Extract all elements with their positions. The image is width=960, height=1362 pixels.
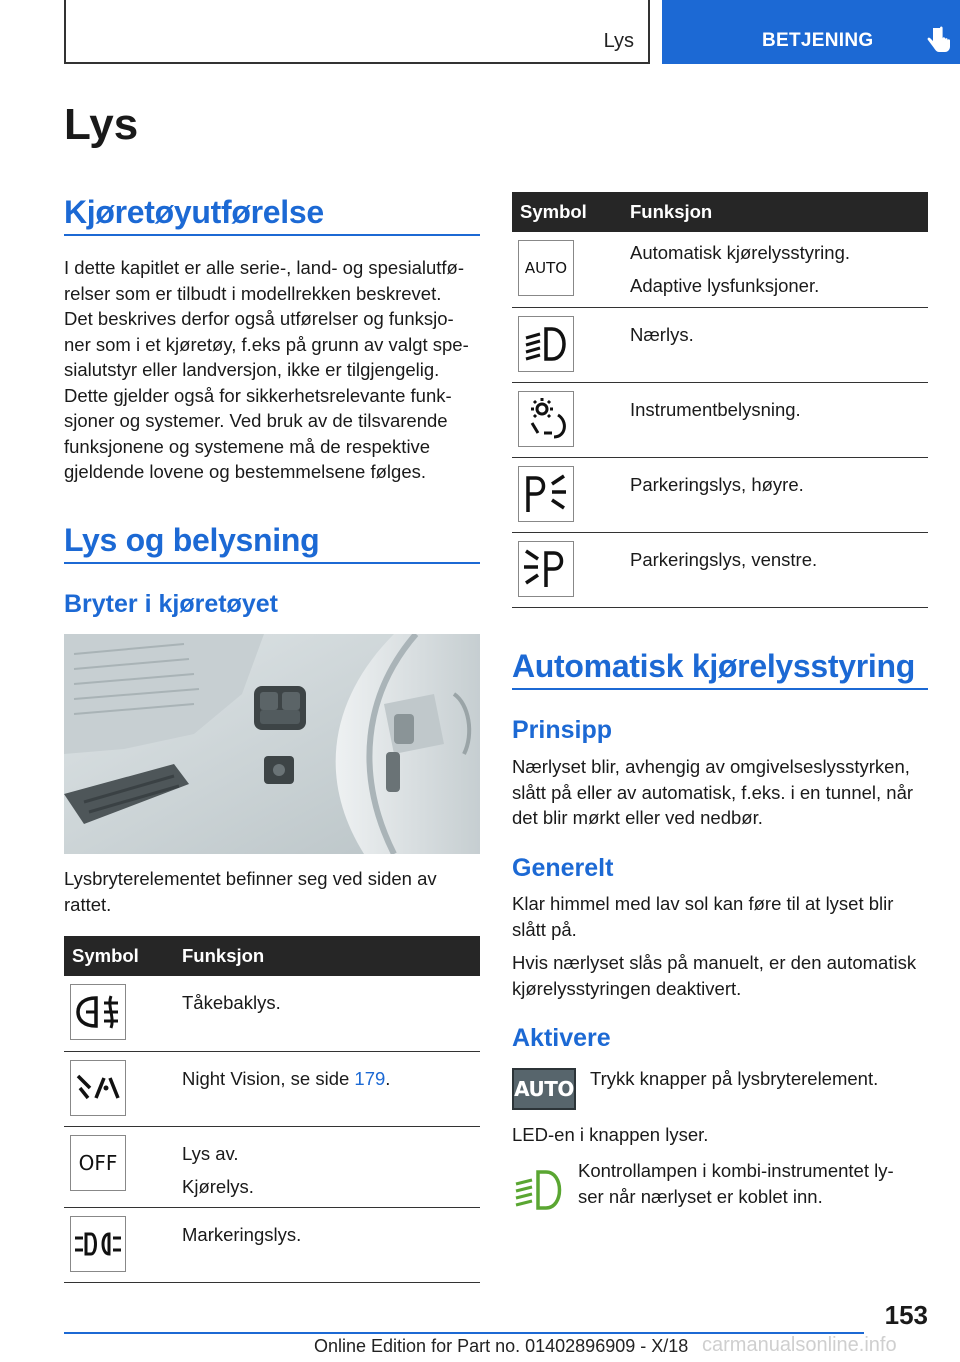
low-beam-icon <box>518 316 574 372</box>
text-line: gjeldende lovene og bestemmelsene følges. <box>64 461 427 482</box>
function-text: Markeringslys. <box>182 1223 302 1245</box>
table-row <box>512 457 928 532</box>
table-row <box>64 1051 480 1126</box>
header-section-box <box>64 0 650 64</box>
page-title: Lys <box>64 100 139 149</box>
table-row <box>512 532 928 607</box>
marker-light-icon <box>70 1216 126 1272</box>
activate-text: Trykk knapper på lysbryterelement. <box>590 1068 879 1089</box>
text-line: sialutstyr eller landversjon, ikke er tilgjengelig. <box>64 359 440 380</box>
table-row <box>64 1126 480 1207</box>
function-text: Instrumentbelysning. <box>630 398 801 420</box>
watermark: carmanualsonline.info <box>702 1334 897 1356</box>
function-text: Lys av. <box>182 1142 239 1164</box>
parking-light-left-icon <box>518 541 574 597</box>
text-line: Nærlyset blir, avhengig av omgivelseslysstyrken, <box>512 756 910 777</box>
text-line: kjørelysstyringen deaktivert. <box>512 977 742 999</box>
parking-light-right-icon <box>518 466 574 522</box>
hand-pointer-icon <box>926 26 952 54</box>
function-text: Night Vision, se side 179. <box>182 1067 391 1089</box>
function-text: Nærlys. <box>630 323 694 345</box>
function-text: Tåkebaklys. <box>182 992 281 1013</box>
col-header-function: Funksjon <box>624 192 928 232</box>
instrument-lighting-icon <box>518 391 574 447</box>
led-text: LED-en i knappen lyser. <box>512 1124 709 1145</box>
function-text: Automatisk kjørelysstyring. <box>630 242 850 263</box>
col-header-symbol: Symbol <box>64 936 176 976</box>
night-vision-icon <box>70 1060 126 1116</box>
intro-paragraph <box>64 255 484 485</box>
header-chapter-tab[interactable] <box>662 0 960 64</box>
principle-paragraph <box>512 754 942 831</box>
off-icon: OFF <box>70 1135 126 1191</box>
heading-automatic-headlight: Automatisk kjørelysstyring <box>512 648 915 684</box>
col-header-function: Funksjon <box>176 936 480 976</box>
fog-light-icon <box>70 984 126 1040</box>
text-line: ner som i et kjøretøy, f.eks på grunn av valgt spe‐ <box>64 333 469 355</box>
light-switch-photo <box>64 634 480 854</box>
text-line: relser som er tilbudt i modellrekken beskrevet. <box>64 282 442 304</box>
function-text: Parkeringslys, venstre. <box>630 548 818 570</box>
heading-rule <box>64 234 480 236</box>
heading-activate: Aktivere <box>512 1024 611 1052</box>
text-line: I dette kapitlet er alle serie-, land- og spesialutfø‐ <box>64 257 464 278</box>
text-line: Kontrollampen i kombi-instrumentet ly‐ <box>578 1160 894 1181</box>
general-paragraph <box>512 891 942 1009</box>
text-line: slått på. <box>512 918 577 940</box>
function-text: Adaptive lysfunksjoner. <box>630 275 820 296</box>
heading-general: Generelt <box>512 854 614 882</box>
text-line: Lysbryterelementet befinner seg ved siden av <box>64 868 437 889</box>
heading-rule <box>64 562 480 564</box>
symbol-table-right <box>512 192 928 608</box>
heading-principle: Prinsipp <box>512 716 613 744</box>
page-link-179[interactable]: 179 <box>354 1067 386 1089</box>
text-line: Dette gjelder også for sikkerhetsrelevante funk‐ <box>64 384 452 406</box>
photo-caption <box>64 866 484 917</box>
col-header-symbol: Symbol <box>512 192 624 232</box>
table-row <box>64 976 480 1051</box>
heading-switch-in-vehicle: Bryter i kjøretøyet <box>64 590 278 618</box>
low-beam-indicator-icon <box>512 1166 568 1214</box>
text-line: Klar himmel med lav sol kan føre til at lyset blir <box>512 893 894 914</box>
text-line: funksjonene og systemene må de respektive <box>64 435 431 457</box>
heading-vehicle-equipment: Kjøretøyutførelse <box>64 194 324 230</box>
text-line: sjoner og systemer. Ved bruk av de tilsvarende <box>64 410 448 431</box>
text-line: slått på eller av automatisk, f.eks. i en tunnel, når <box>512 781 914 803</box>
indicator-paragraph <box>578 1158 938 1209</box>
function-text: Parkeringslys, høyre. <box>630 473 804 495</box>
symbol-table-left <box>64 936 480 1283</box>
page-number: 153 <box>884 1300 928 1330</box>
function-text: Kjørelys. <box>182 1175 254 1197</box>
text-line: det blir mørkt eller ved nedbør. <box>512 807 763 828</box>
table-row <box>512 307 928 382</box>
heading-lights: Lys og belysning <box>64 522 320 558</box>
table-row <box>512 232 928 307</box>
table-row <box>512 382 928 457</box>
text-line: Hvis nærlyset slås på manuelt, er den automatisk <box>512 952 917 973</box>
header-section-label: Lys <box>603 30 634 52</box>
header-chapter-label: BETJENING <box>762 30 874 51</box>
table-row <box>64 1207 480 1282</box>
auto-icon: AUTO <box>518 240 574 296</box>
auto-button-icon: AUTO <box>512 1068 576 1110</box>
footer-edition: Online Edition for Part no. 01402896909 - X/18 <box>314 1336 689 1356</box>
heading-rule <box>512 688 928 690</box>
text-line: Det beskrives derfor også utførelser og funksjo‐ <box>64 308 454 329</box>
text-line: rattet. <box>64 893 112 915</box>
text-line: ser når nærlyset er koblet inn. <box>578 1185 823 1207</box>
